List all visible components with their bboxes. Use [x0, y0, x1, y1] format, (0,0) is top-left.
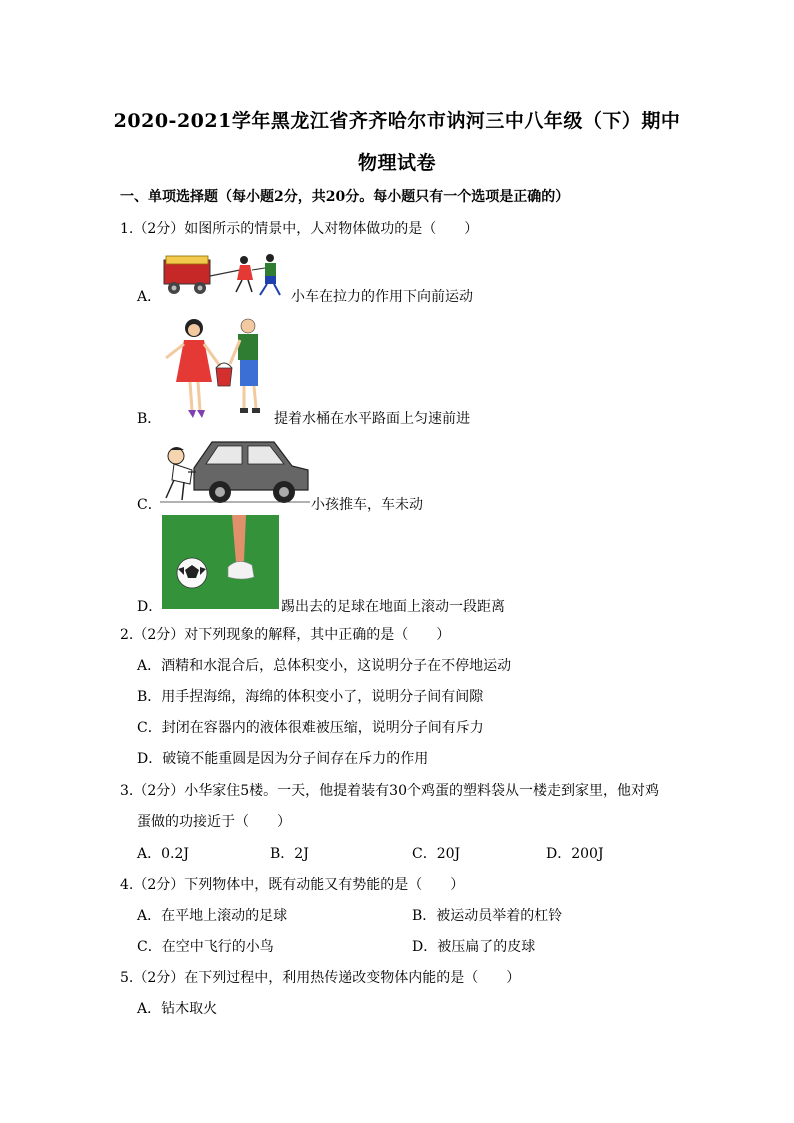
q4-option-c: C．在空中飞行的小鸟	[137, 939, 274, 955]
q3-option-c: C．20J	[412, 846, 461, 862]
q2-option-b: B．用手捏海绵，海绵的体积变小了，说明分子间有间隙	[137, 689, 484, 705]
exam-title-line2: 物理试卷	[357, 152, 436, 174]
question-1-stem: 1.（2分）如图所示的情景中，人对物体做功的是（ ）	[120, 221, 479, 237]
q1-option-c-label: C．	[137, 497, 162, 513]
cart-pull-image	[160, 250, 290, 300]
question-3-stem-line2: 蛋做的功接近于（ ）	[137, 814, 291, 830]
q1-option-a-label: A．	[137, 289, 162, 305]
q1-option-d-text: 踢出去的足球在地面上滚动一段距离	[281, 599, 505, 615]
carry-bucket-image	[160, 314, 270, 422]
q4-option-d: D．被压扁了的皮球	[412, 939, 536, 955]
q4-option-a: A．在平地上滚动的足球	[137, 908, 288, 924]
q1-option-b-text: 提着水桶在水平路面上匀速前进	[274, 411, 470, 427]
q1-option-c-text: 小孩推车，车未动	[311, 497, 423, 513]
q5-option-a: A．钻木取火	[137, 1001, 218, 1017]
q2-option-a: A．酒精和水混合后，总体积变小，这说明分子在不停地运动	[137, 658, 512, 674]
q3-option-a: A．0.2J	[137, 846, 189, 862]
push-car-image	[160, 430, 310, 510]
q3-option-b: B．2J	[270, 846, 309, 862]
q4-option-b: B．被运动员举着的杠铃	[412, 908, 563, 924]
section-heading: 一、单项选择题（每小题2分，共20分。每小题只有一个选项是正确的）	[120, 189, 570, 205]
question-2-stem: 2.（2分）对下列现象的解释，其中正确的是（ ）	[120, 627, 451, 643]
question-5-stem: 5.（2分）在下列过程中，利用热传递改变物体内能的是（ ）	[120, 970, 521, 986]
q1-option-d-label: D．	[137, 599, 163, 615]
q1-option-b-label: B．	[137, 411, 162, 427]
question-4-stem: 4.（2分）下列物体中，既有动能又有势能的是（ ）	[120, 877, 465, 893]
q2-option-d: D．破镜不能重圆是因为分子间存在斥力的作用	[137, 751, 429, 767]
question-3-stem-line1: 3.（2分）小华家住5楼。一天，他提着装有30个鸡蛋的塑料袋从一楼走到家里，他对鸡	[120, 783, 659, 799]
q1-option-a-text: 小车在拉力的作用下向前运动	[291, 289, 473, 305]
exam-title-line1: 2020-2021学年黑龙江省齐齐哈尔市讷河三中八年级（下）期中	[113, 110, 681, 132]
q3-option-d: D．200J	[546, 846, 604, 862]
kick-ball-image	[162, 515, 279, 609]
q2-option-c: C．封闭在容器内的液体很难被压缩，说明分子间有斥力	[137, 720, 484, 736]
